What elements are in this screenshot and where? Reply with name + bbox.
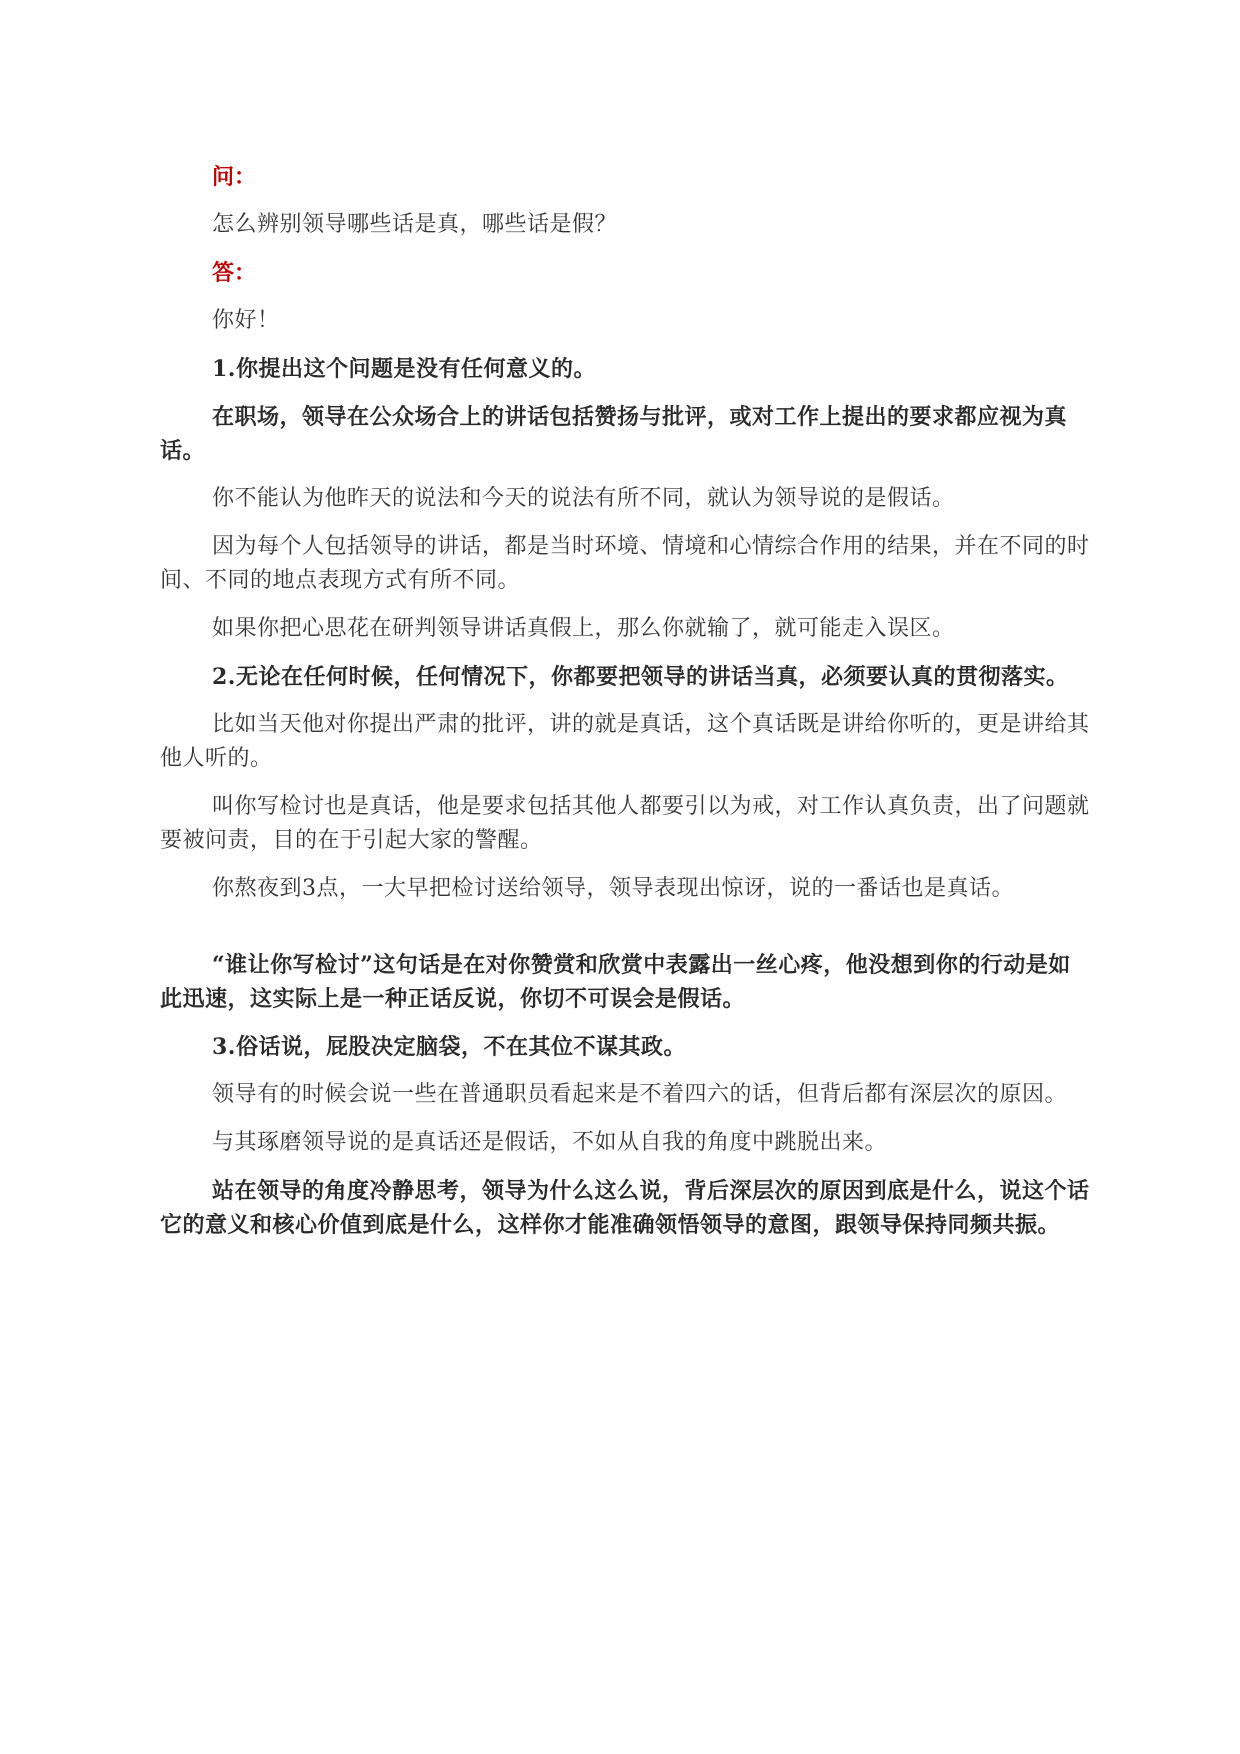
quote-paragraph: “谁让你写检讨”这句话是在对你赞赏和欣赏中表露出一丝心疼，他没想到你的行动是如此迅速，这实际上是一种正话反说，你切不可误会是假话。: [160, 952, 1071, 1012]
paragraph: 与其琢磨领导说的是真话还是假话，不如从自我的角度中跳脱出来。: [212, 1130, 888, 1155]
document-page: [160, 0, 1090, 1256]
answer-label: 答：: [212, 260, 257, 286]
question-label: 问：: [212, 164, 257, 190]
paragraph: 你不能认为他昨天的说法和今天的说法有所不同，就认为领导说的是假话。: [212, 486, 955, 511]
paragraph: 如果你把心思花在研判领导讲话真假上，那么你就输了，就可能走入误区。: [212, 616, 955, 641]
paragraph: 你熬夜到3点，一大早把检讨送给领导，领导表现出惊讶，说的一番话也是真话。: [212, 876, 1014, 901]
point-1-heading: 1.你提出这个问题是没有任何意义的。: [212, 356, 596, 382]
point-1-statement: 在职场，领导在公众场合上的讲话包括赞扬与批评，或对工作上提出的要求都应视为真话。: [160, 404, 1068, 464]
greeting-text: 你好！: [212, 308, 280, 333]
paragraph: 因为每个人包括领导的讲话，都是当时环境、情境和心情综合作用的结果，并在不同的时间、不同的地点表现方式有所不同。: [160, 534, 1090, 593]
paragraph: 领导有的时候会说一些在普通职员看起来是不着四六的话，但背后都有深层次的原因。: [212, 1082, 1068, 1107]
point-2-heading: 2.无论在任何时候，任何情况下，你都要把领导的讲话当真，必须要认真的贯彻落实。: [212, 664, 1069, 690]
point-3-heading: 3.俗话说，屁股决定脑袋，不在其位不谋其政。: [212, 1034, 686, 1060]
question-text: 怎么辨别领导哪些话是真，哪些话是假？: [212, 212, 618, 237]
conclusion-paragraph: 站在领导的角度冷静思考，领导为什么这么说，背后深层次的原因到底是什么，说这个话它的意义和核心价值到底是什么，这样你才能准确领悟领导的意图，跟领导保持同频共振。: [160, 1178, 1090, 1238]
spacer: [160, 920, 1090, 948]
paragraph: 叫你写检讨也是真话，他是要求包括其他人都要引以为戒，对工作认真负责，出了问题就要被问责，目的在于引起大家的警醒。: [160, 794, 1090, 853]
paragraph: 比如当天他对你提出严肃的批评，讲的就是真话，这个真话既是讲给你听的，更是讲给其他人听的。: [160, 712, 1090, 771]
